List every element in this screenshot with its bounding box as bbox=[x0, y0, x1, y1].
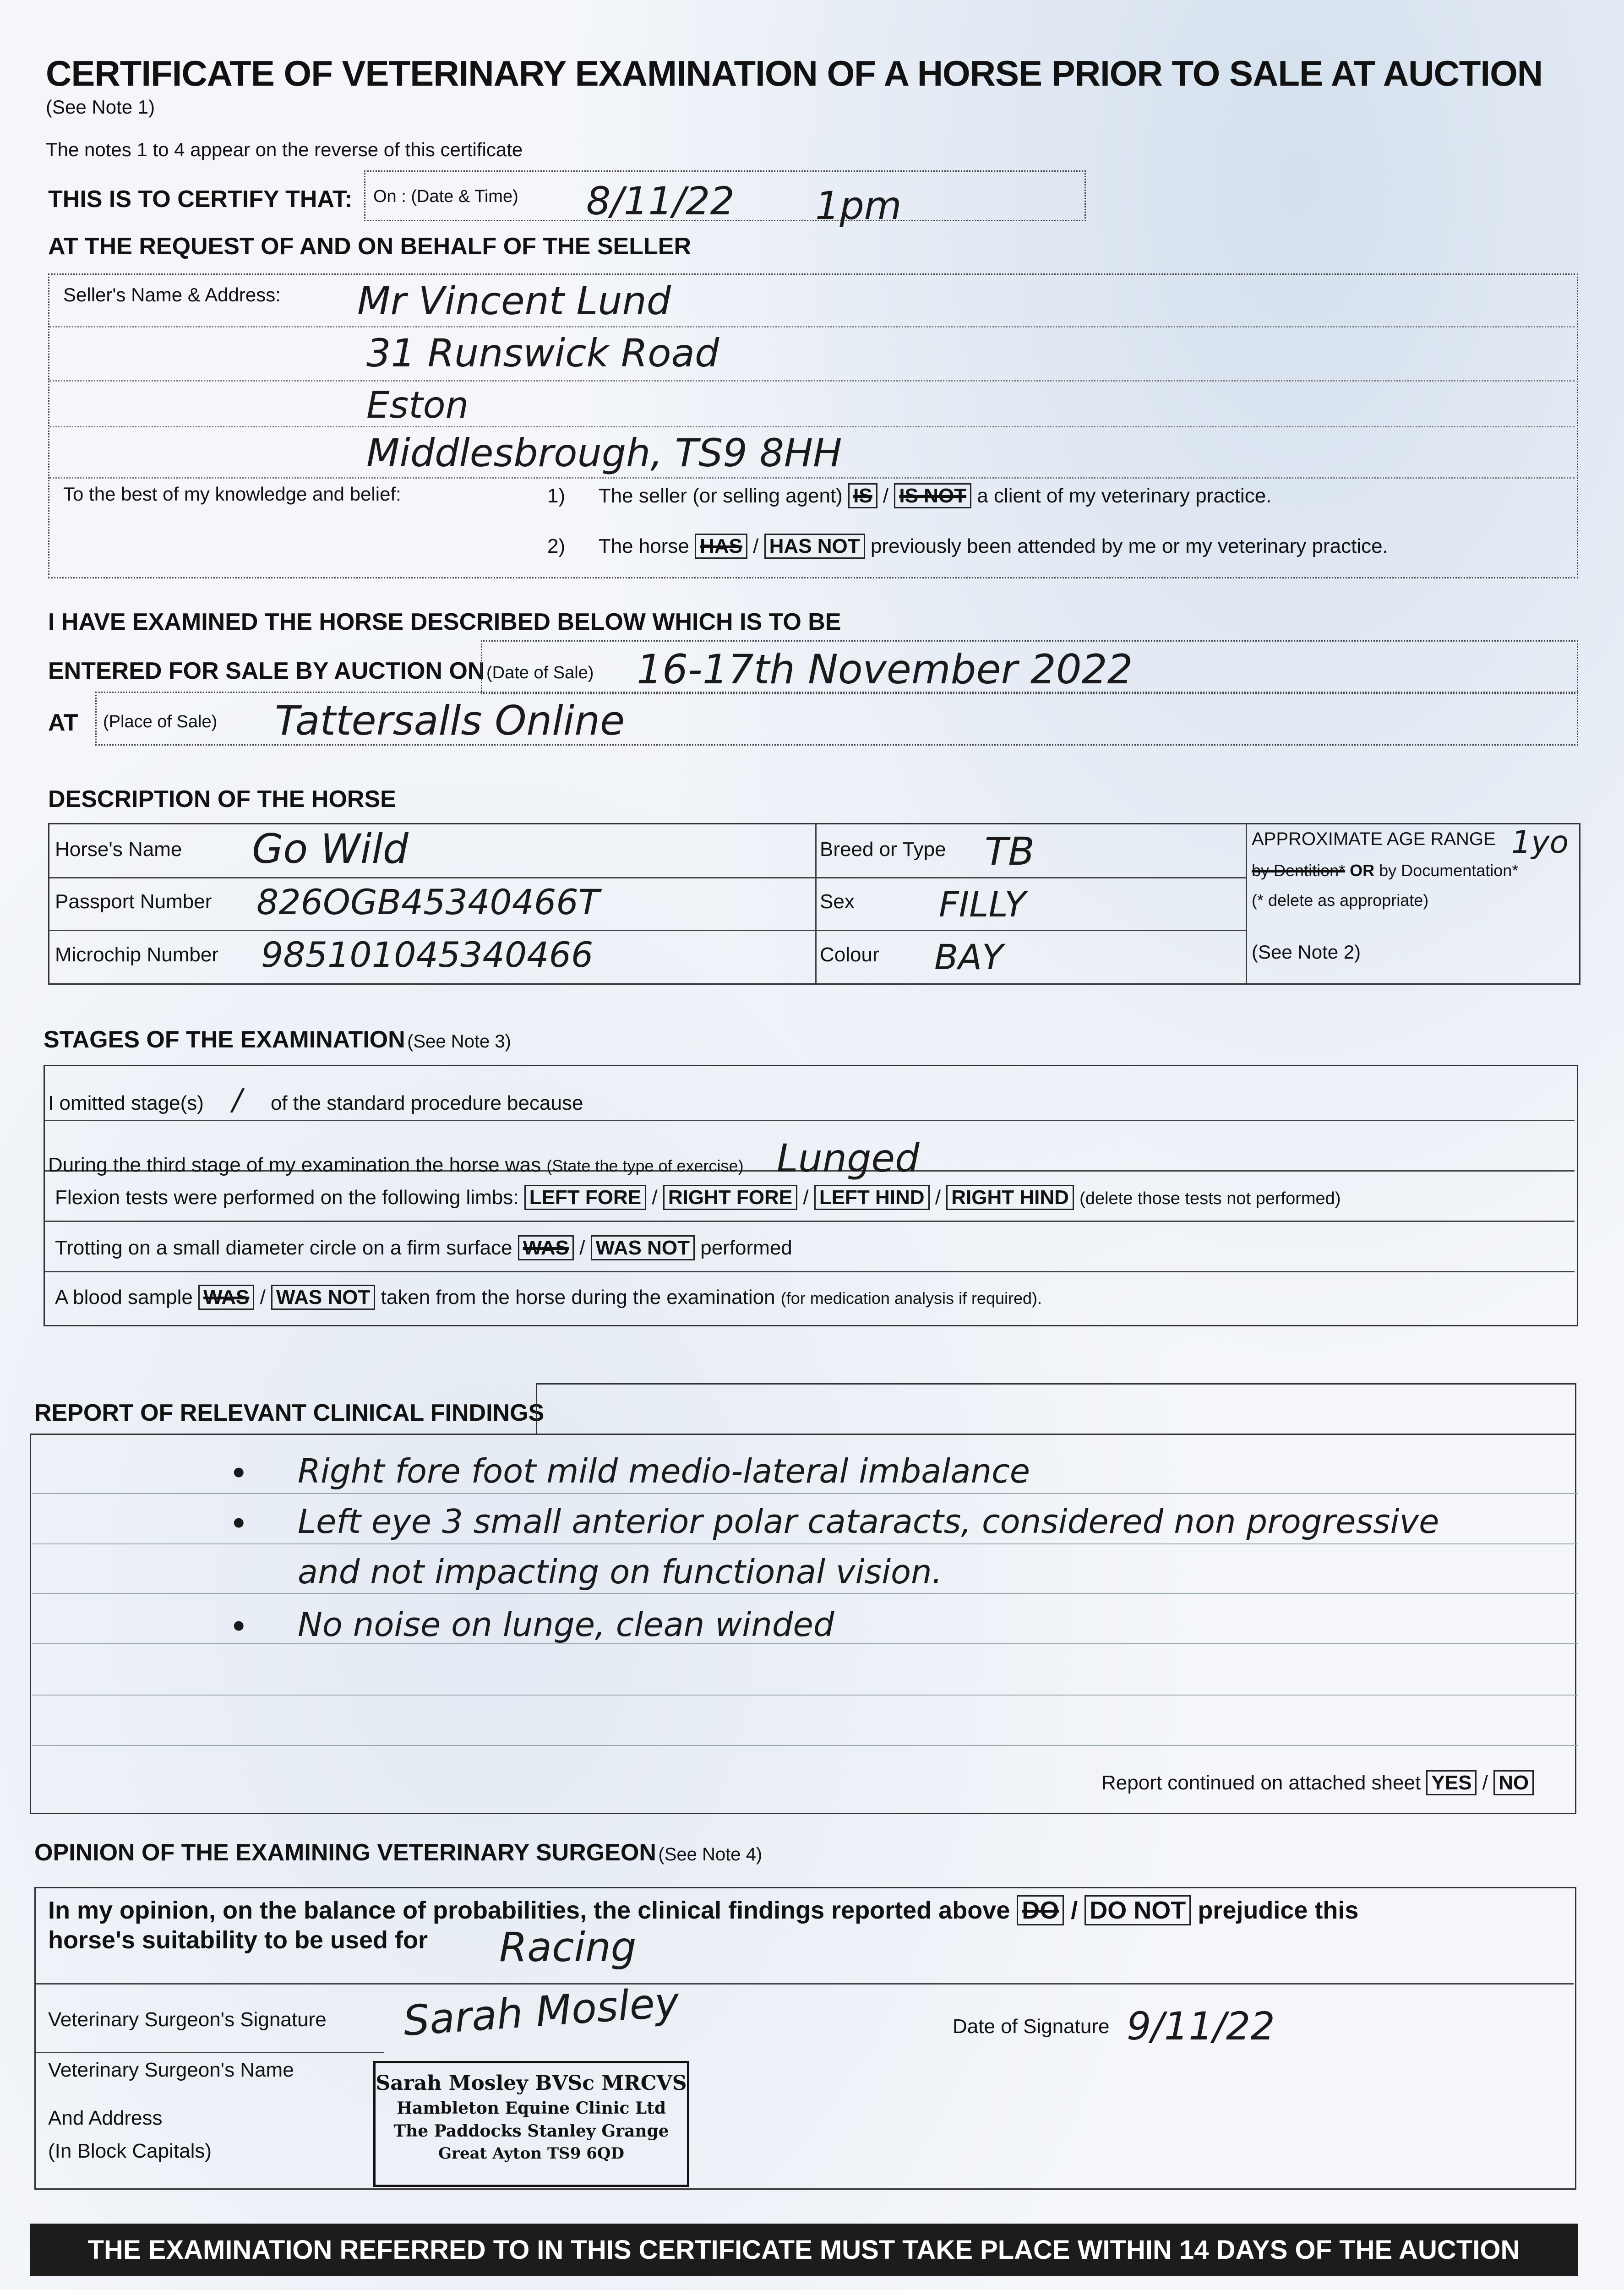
third-stage-value: Lunged bbox=[776, 1136, 920, 1181]
belief-1-text: The seller (or selling agent) bbox=[598, 485, 843, 507]
opinion-do-not-option: DO NOT bbox=[1084, 1895, 1191, 1925]
on-time: 1pm bbox=[815, 183, 902, 228]
finding-2: Left eye 3 small anterior polar cataracts, considered non progressive bbox=[298, 1502, 1439, 1541]
sex-label: Sex bbox=[820, 890, 855, 913]
see-note-4: (See Note 4) bbox=[658, 1844, 763, 1865]
seller-line4: Middlesbrough, TS9 8HH bbox=[366, 431, 842, 475]
trotting-was-not-option: WAS NOT bbox=[591, 1235, 695, 1260]
opinion-label: OPINION OF THE EXAMINING VETERINARY SURGEON bbox=[34, 1839, 656, 1866]
age-method-dentition: by Dentition* bbox=[1252, 861, 1346, 880]
opinion-use: Racing bbox=[499, 1924, 637, 1971]
report-continued-yes: YES bbox=[1426, 1770, 1477, 1795]
report-continued-row: Report continued on attached sheet YES / NO bbox=[1101, 1772, 1534, 1794]
belief-1-num: 1) bbox=[547, 485, 566, 507]
microchip-label: Microchip Number bbox=[55, 943, 218, 966]
delete-note: (* delete as appropriate) bbox=[1252, 891, 1429, 910]
omitted-post: of the standard procedure because bbox=[270, 1092, 583, 1114]
flexion-left-fore: LEFT FORE bbox=[524, 1185, 646, 1210]
on-label: On : (Date & Time) bbox=[373, 187, 518, 206]
opinion-post: prejudice this bbox=[1198, 1897, 1359, 1924]
belief-1-is-not-option: IS NOT bbox=[894, 483, 971, 508]
stamp-line-2: Hambleton Equine Clinic Ltd bbox=[396, 2099, 666, 2118]
blood-row: A blood sample WAS / WAS NOT taken from the horse during the examination (for medication analysis if required). bbox=[55, 1286, 1042, 1309]
belief-1-is-option: IS bbox=[848, 483, 877, 508]
stamp-line-4: Great Ayton TS9 6QD bbox=[438, 2144, 624, 2163]
belief-1 bbox=[547, 485, 1271, 507]
trotting-post: performed bbox=[700, 1237, 792, 1259]
age-method bbox=[1252, 861, 1518, 880]
stamp-line-1: Sarah Mosley BVSc MRCVS bbox=[376, 2072, 687, 2095]
breed-label: Breed or Type bbox=[820, 838, 946, 861]
report-header-box bbox=[536, 1383, 1576, 1435]
omitted-label: I omitted stage(s) bbox=[48, 1092, 204, 1114]
stages-heading bbox=[44, 1026, 511, 1053]
belief-1-separator: / bbox=[883, 485, 889, 507]
age-method-documentation: by Documentation* bbox=[1379, 861, 1519, 880]
belief-1-post: a client of my veterinary practice. bbox=[977, 485, 1272, 507]
seller-line3: Eston bbox=[366, 384, 469, 426]
passport-label: Passport Number bbox=[55, 890, 212, 913]
knowledge-label: To the best of my knowledge and belief: bbox=[63, 483, 401, 505]
finding-bullet-3: • bbox=[229, 1608, 249, 1646]
finding-bullet-1: • bbox=[229, 1454, 249, 1493]
stages-label: STAGES OF THE EXAMINATION bbox=[44, 1026, 405, 1053]
belief-2-post: previously been attended by me or my veterinary practice. bbox=[870, 535, 1388, 557]
horse-name-label: Horse's Name bbox=[55, 838, 182, 861]
report-continued-no: NO bbox=[1493, 1770, 1534, 1795]
date-of-sale-label: (Date of Sale) bbox=[486, 663, 594, 682]
stamp-line-3: The Paddocks Stanley Grange bbox=[393, 2121, 669, 2141]
flexion-left-hind: LEFT HIND bbox=[814, 1185, 930, 1210]
blood-post: taken from the horse during the examination bbox=[381, 1286, 775, 1309]
passport-number: 826OGB45340466T bbox=[256, 882, 600, 922]
signature: Sarah Mosley bbox=[402, 1978, 681, 2045]
seller-label: Seller's Name & Address: bbox=[63, 284, 281, 305]
colour-value: BAY bbox=[934, 937, 1003, 977]
trotting-row: Trotting on a small diameter circle on a firm surface WAS / WAS NOT performed bbox=[55, 1237, 792, 1260]
flexion-note: (delete those tests not performed) bbox=[1079, 1189, 1341, 1208]
belief-2 bbox=[547, 535, 1388, 558]
seller-line2: 31 Runswick Road bbox=[366, 331, 719, 376]
age-value: 1yo bbox=[1511, 824, 1569, 861]
report-continued-label: Report continued on attached sheet bbox=[1101, 1772, 1421, 1794]
flexion-row: Flexion tests were performed on the following limbs: LEFT FORE / RIGHT FORE / LEFT HIND / RIGHT HIND (delete those tests not performed) bbox=[55, 1186, 1341, 1209]
opinion-line-1: In my opinion, on the balance of probabilities, the clinical findings reported above DO / DO NOT prejudice this bbox=[48, 1896, 1358, 1925]
blood-note: (for medication analysis if required). bbox=[780, 1289, 1042, 1308]
on-date: 8/11/22 bbox=[586, 179, 735, 224]
third-stage-label: During the third stage of my examination the horse was bbox=[48, 1154, 541, 1176]
signature-label: Veterinary Surgeon's Signature bbox=[48, 2008, 327, 2031]
vet-name-label: Veterinary Surgeon's Name bbox=[48, 2059, 294, 2081]
opinion-line-2: horse's suitability to be used for bbox=[48, 1926, 428, 1954]
flexion-right-fore: RIGHT FORE bbox=[663, 1185, 797, 1210]
belief-2-num: 2) bbox=[547, 535, 566, 557]
notes-line: The notes 1 to 4 appear on the reverse of this certificate bbox=[46, 139, 523, 160]
vet-address-label: And Address bbox=[48, 2107, 163, 2129]
entered-label: ENTERED FOR SALE BY AUCTION ON bbox=[48, 658, 485, 684]
seller-line1: Mr Vincent Lund bbox=[357, 278, 671, 323]
belief-2-separator: / bbox=[753, 535, 759, 557]
page-title: CERTIFICATE OF VETERINARY EXAMINATION OF A HORSE PRIOR TO SALE AT AUCTION bbox=[46, 53, 1543, 93]
belief-2-text: The horse bbox=[598, 535, 689, 557]
finding-4: No noise on lunge, clean winded bbox=[298, 1605, 834, 1644]
omitted-value: / bbox=[232, 1083, 242, 1117]
at-label: AT bbox=[48, 709, 78, 736]
see-note-1: (See Note 1) bbox=[46, 96, 155, 118]
vet-stamp bbox=[373, 2061, 689, 2187]
finding-bullet-2: • bbox=[229, 1505, 249, 1543]
see-note-2: (See Note 2) bbox=[1252, 941, 1361, 963]
opinion-heading bbox=[34, 1839, 762, 1866]
age-label: APPROXIMATE AGE RANGE bbox=[1252, 829, 1496, 849]
request-label: AT THE REQUEST OF AND ON BEHALF OF THE SELLER bbox=[48, 233, 691, 260]
date-of-sale: 16-17th November 2022 bbox=[637, 646, 1133, 693]
see-note-3: (See Note 3) bbox=[407, 1031, 511, 1052]
flexion-right-hind: RIGHT HIND bbox=[946, 1185, 1074, 1210]
block-caps-label: (In Block Capitals) bbox=[48, 2140, 212, 2162]
breed-value: TB bbox=[985, 829, 1035, 874]
trotting-was-option: WAS bbox=[518, 1235, 574, 1260]
examined-label: I HAVE EXAMINED THE HORSE DESCRIBED BELOW WHICH IS TO BE bbox=[48, 609, 841, 635]
third-stage-note: (State the type of exercise) bbox=[546, 1156, 744, 1175]
belief-2-has-not-option: HAS NOT bbox=[764, 534, 865, 559]
place-of-sale: Tattersalls Online bbox=[275, 697, 625, 744]
blood-label: A blood sample bbox=[55, 1286, 193, 1309]
opinion-do-option: DO bbox=[1017, 1895, 1064, 1925]
colour-label: Colour bbox=[820, 943, 879, 966]
third-stage-row bbox=[48, 1136, 919, 1181]
description-label: DESCRIPTION OF THE HORSE bbox=[48, 786, 396, 812]
blood-was-not-option: WAS NOT bbox=[271, 1285, 375, 1310]
footer-bar: THE EXAMINATION REFERRED TO IN THIS CERTIFICATE MUST TAKE PLACE WITHIN 14 DAYS OF THE AUCTION bbox=[30, 2224, 1578, 2276]
blood-was-option: WAS bbox=[198, 1285, 254, 1310]
age-method-or: OR bbox=[1350, 861, 1375, 880]
certify-label: THIS IS TO CERTIFY THAT: bbox=[48, 186, 353, 213]
belief-2-has-option: HAS bbox=[695, 534, 747, 559]
finding-1: Right fore foot mild medio-lateral imbalance bbox=[298, 1452, 1030, 1490]
flexion-label: Flexion tests were performed on the following limbs: bbox=[55, 1186, 519, 1209]
date-signature-label: Date of Signature bbox=[953, 2015, 1110, 2038]
opinion-text: In my opinion, on the balance of probabilities, the clinical findings reported above bbox=[48, 1897, 1010, 1924]
omitted-row bbox=[48, 1083, 583, 1117]
sex-value: FILLY bbox=[939, 884, 1026, 925]
trotting-label: Trotting on a small diameter circle on a firm surface bbox=[55, 1237, 512, 1259]
horse-name: Go Wild bbox=[252, 825, 409, 872]
report-label: REPORT OF RELEVANT CLINICAL FINDINGS bbox=[34, 1400, 545, 1426]
finding-3: and not impacting on functional vision. bbox=[298, 1553, 943, 1591]
date-signature: 9/11/22 bbox=[1127, 2004, 1275, 2049]
place-of-sale-label: (Place of Sale) bbox=[103, 712, 218, 731]
microchip-number: 985101045340466 bbox=[261, 934, 594, 975]
